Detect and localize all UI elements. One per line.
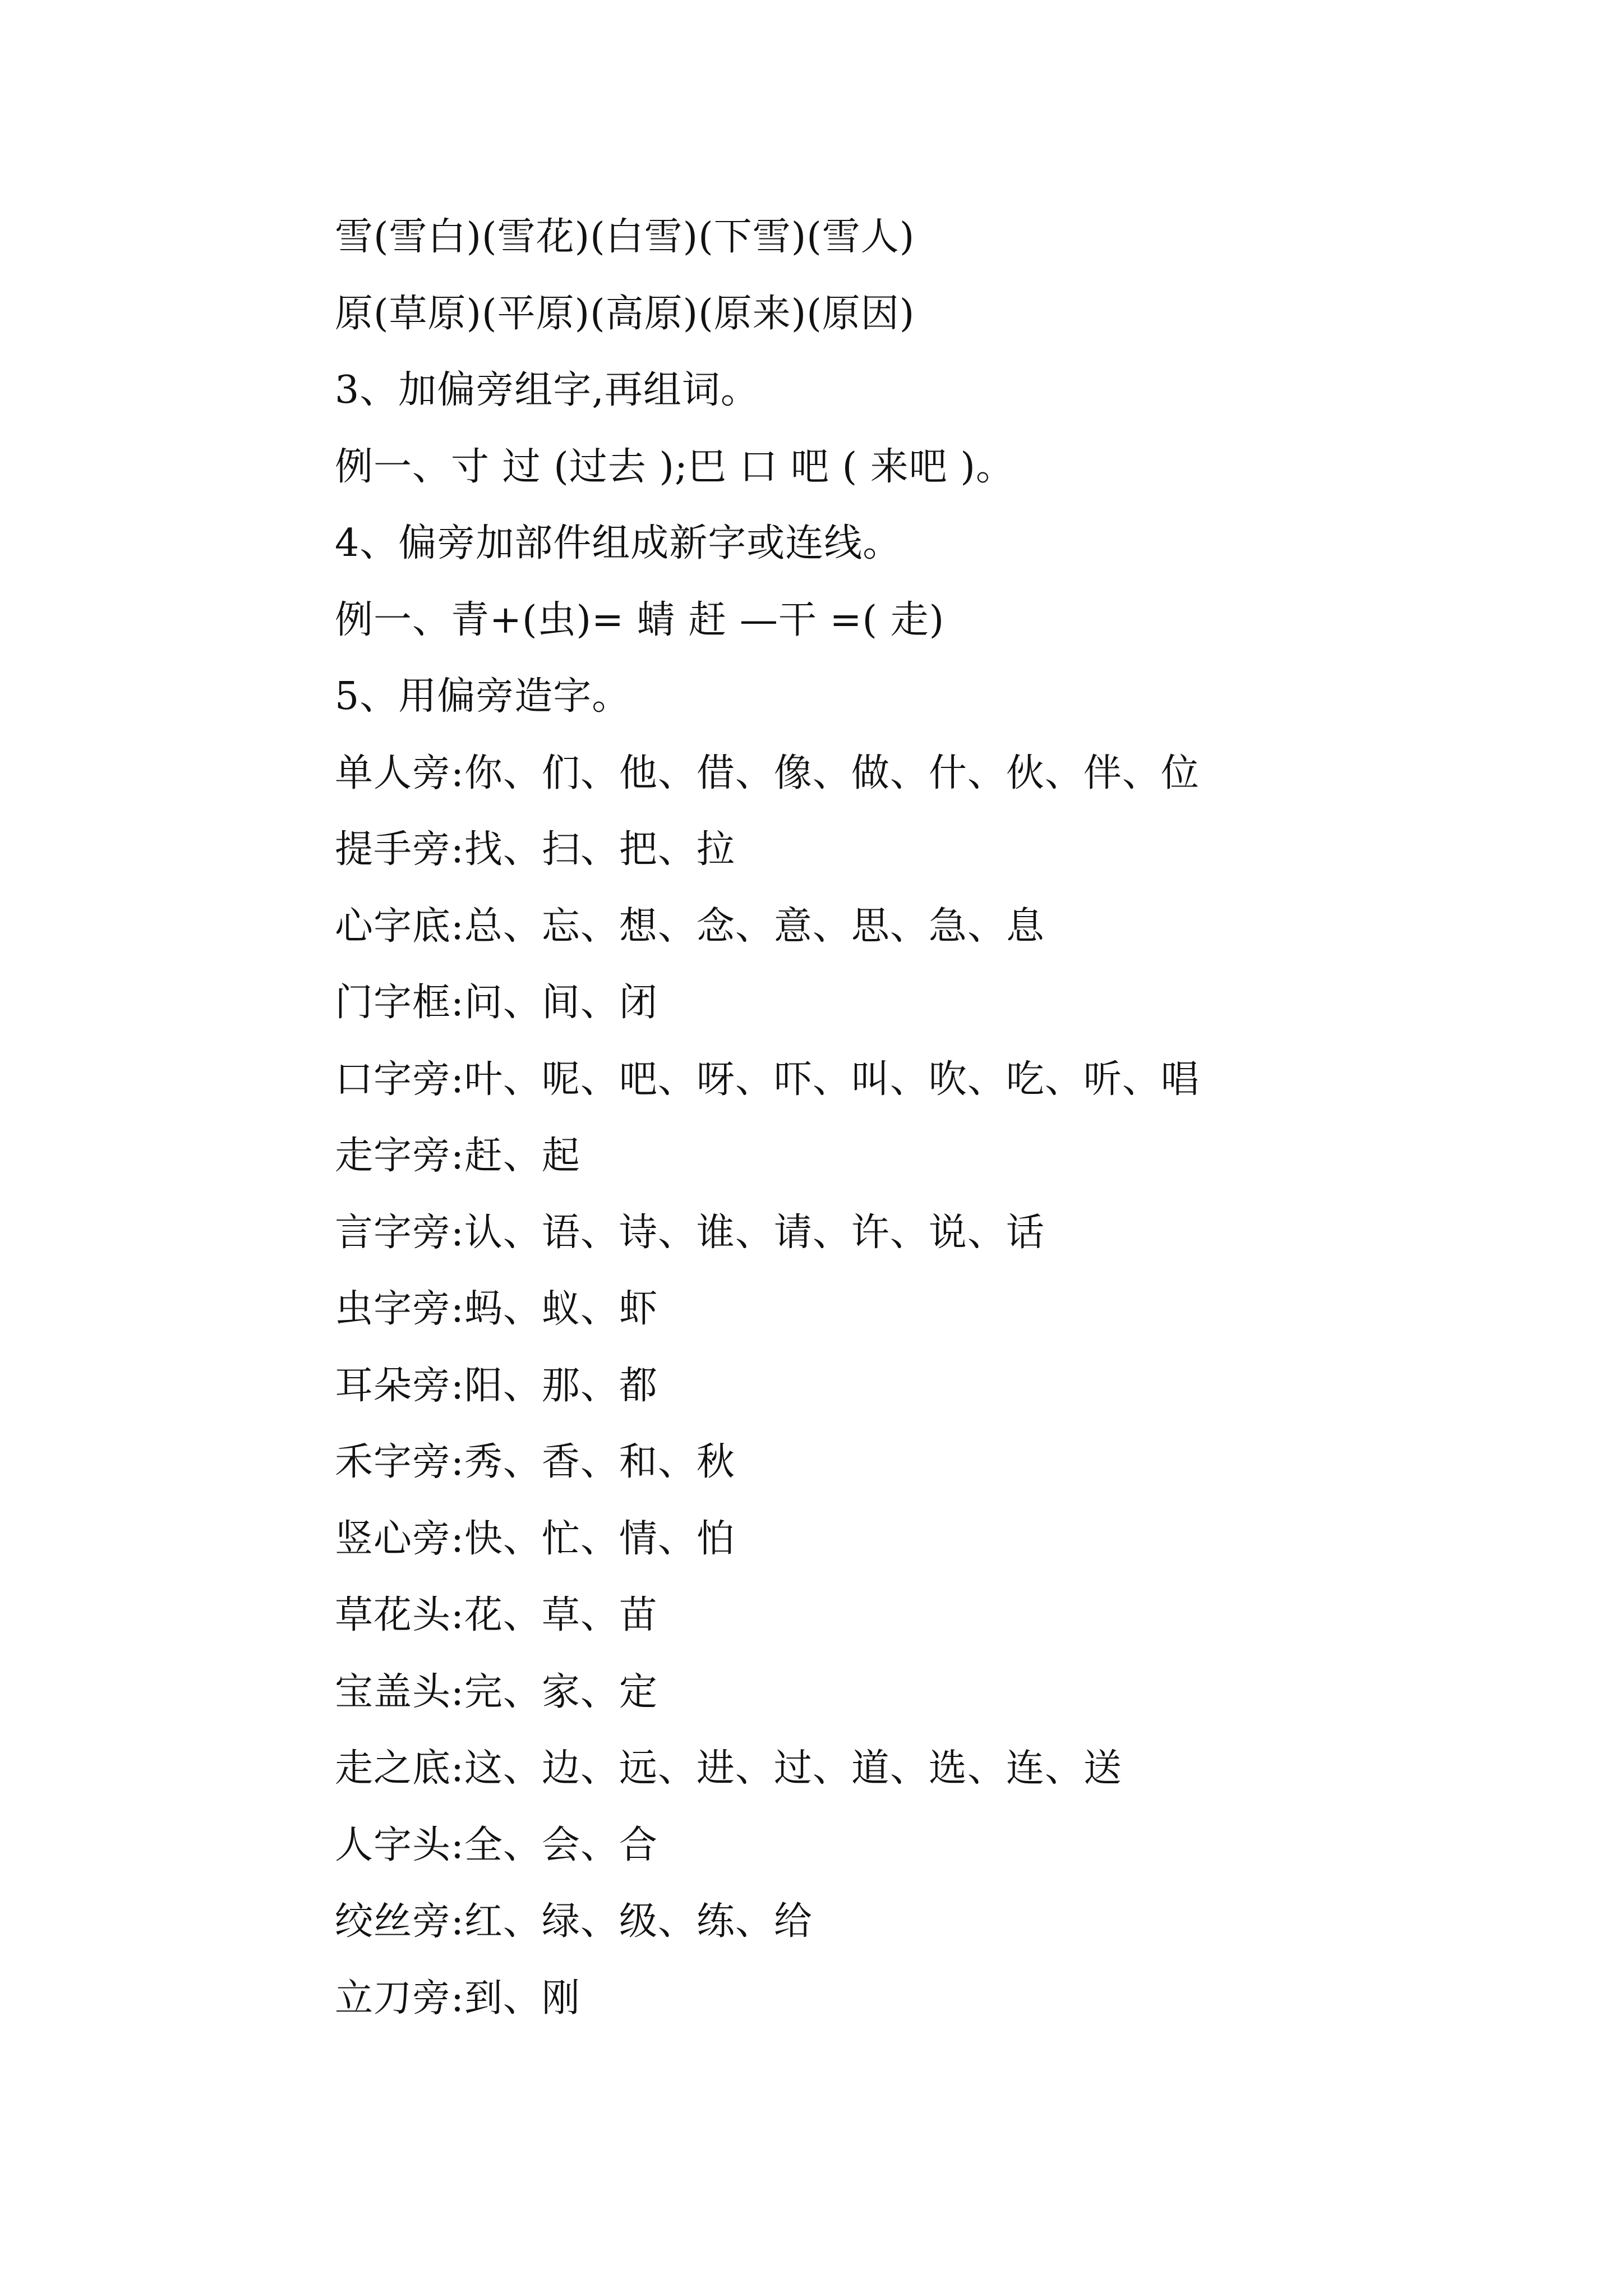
text-line: 走字旁:赶、起 [335, 1134, 580, 1178]
text-line: 5、用偏旁造字。 [335, 674, 631, 719]
text-line: 禾字旁:秀、香、和、秋 [335, 1440, 735, 1484]
text-line: 门字框:问、间、闭 [335, 981, 658, 1025]
text-line: 口字旁:叶、呢、吧、呀、吓、叫、吹、吃、听、唱 [335, 1057, 1200, 1102]
text-body [335, 215, 1513, 2055]
text-line: 走之底:这、边、远、进、过、道、选、连、送 [335, 1746, 1122, 1791]
text-line: 心字底:总、忘、想、念、意、思、急、息 [335, 904, 1045, 949]
text-line: 例一、寸 过 (过去 );巴 口 吧 ( 来吧 )。 [335, 444, 1015, 489]
text-line: 宝盖头:完、家、定 [335, 1669, 658, 1714]
text-line: 单人旁:你、们、他、借、像、做、什、伙、伴、位 [335, 751, 1200, 795]
text-line: 雪(雪白)(雪花)(白雪)(下雪)(雪人) [335, 215, 915, 259]
text-line: 提手旁:找、扫、把、拉 [335, 827, 735, 872]
text-line: 绞丝旁:红、绿、级、练、给 [335, 1899, 813, 1944]
text-line: 例一、青+(虫)= 蜻 赶 —干 =( 走) [335, 597, 945, 642]
text-line: 原(草原)(平原)(高原)(原来)(原因) [335, 291, 915, 336]
text-line: 虫字旁:蚂、蚁、虾 [335, 1287, 658, 1331]
text-line: 3、加偏旁组字,再组词。 [335, 368, 759, 412]
text-line: 言字旁:认、语、诗、谁、请、许、说、话 [335, 1210, 1045, 1255]
text-line: 竖心旁:快、忙、情、怕 [335, 1516, 735, 1561]
text-line: 立刀旁:到、刚 [335, 1976, 580, 2021]
text-line: 4、偏旁加部件组成新字或连线。 [335, 521, 902, 565]
text-line: 草花头:花、草、苗 [335, 1593, 658, 1637]
text-line: 人字头:全、会、合 [335, 1823, 658, 1867]
text-line: 耳朵旁:阳、那、都 [335, 1363, 658, 1408]
